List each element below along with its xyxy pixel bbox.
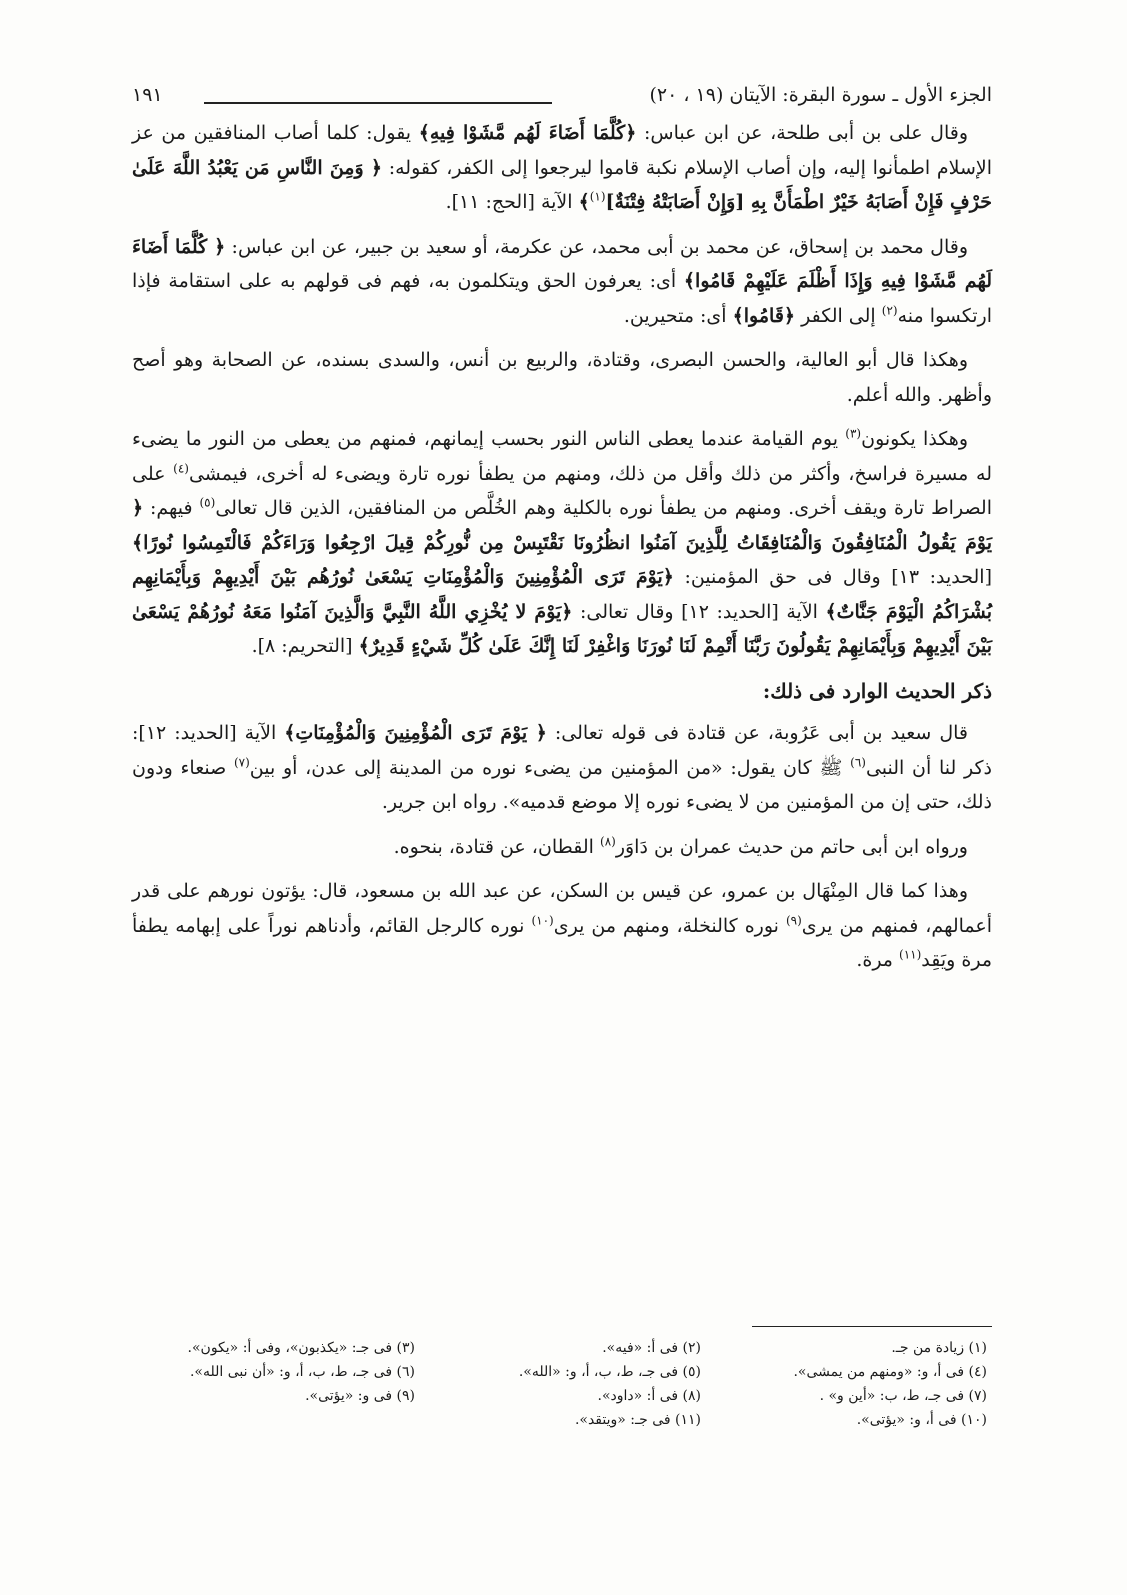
text-run: [الحديد: ١٣] وقال فى حق المؤمنين: <box>673 566 992 588</box>
footnote: (٦) فى جـ، ط، ب، أ، و: «أن نبى الله». <box>189 1364 415 1380</box>
footnote-row <box>127 1360 987 1384</box>
quran-quote: ﴿ يَوْمَ تَرَى الْمُؤْمِنِينَ وَالْمُؤْمِنَاتِ﴾ <box>284 722 547 744</box>
footnote-marker: (٧) <box>233 755 250 770</box>
text-run: أى: يعرفون الحق ويتكلمون به، فهم فى قولهم به على استقامة فإذا ارتكسوا منه <box>132 270 992 327</box>
footnote: (١١) فى جـ: «ويتقد». <box>574 1412 701 1428</box>
quran-quote: ﴿ يَوْمَ يَقُولُ الْمُنَافِقُونَ وَالْمُنَافِقَاتُ لِلَّذِينَ آمَنُوا انظُرُونَا نَقْتَبِسْ مِن نُّورِكُمْ قِيلَ ارْجِعُوا وَرَاءَكُمْ فَالْتَمِسُوا نُورًا﴾ <box>132 497 992 554</box>
footnote-marker: (٨) <box>600 834 616 849</box>
text-run: القطان، عن قتادة، بنحوه. <box>393 835 600 858</box>
footnote-marker: (٦) <box>850 755 866 770</box>
footnote-marker: (٩) <box>785 913 802 928</box>
paragraph-p5 <box>132 716 992 820</box>
text-run: وهكذا يكونون <box>861 428 968 450</box>
text-run: ﷺ كان يقول: «من المؤمنين من يضىء نوره من المدينة إلى عدن، أو بين <box>249 756 851 779</box>
text-part-1 <box>132 116 992 664</box>
text-run: [التحريم: ٨]. <box>251 635 359 657</box>
text-run: قال سعيد بن أبى عَرُوبة، عن قتادة فى قوله تعالى: <box>546 722 968 744</box>
text-run: وهذا كما قال المِنْهَال بن عمرو، عن قيس بن السكن، عن عبد الله بن مسعود، قال: يؤتون نورهم على قدر أعمالهم، فمنهم من يرى <box>132 880 992 937</box>
quran-quote: ﴿يَوْمَ تَرَى الْمُؤْمِنِينَ وَالْمُؤْمِنَاتِ يَسْعَىٰ نُورُهُم بَيْنَ أَيْدِيهِمْ وَبِأَيْمَانِهِم بُشْرَاكُمُ الْيَوْمَ جَنَّاتٌ﴾ <box>132 566 992 623</box>
footnote: (٣) فى جـ: «يكذبون»، وفى أ: «يكون». <box>187 1340 415 1356</box>
footnote: (٧) فى جـ، ط، ب: «أين و» . <box>819 1388 987 1404</box>
text-run: مرة. <box>856 949 900 971</box>
footnote-marker: (١٠) <box>531 913 554 928</box>
text-run: صنعاء ودون ذلك، حتى إن من المؤمنين من لا يضىء نوره إلا موضع قدميه». رواه ابن جرير. <box>132 756 992 813</box>
footnote-rule <box>752 1326 992 1327</box>
paragraph-p2 <box>132 230 992 334</box>
text-run: يوم القيامة عندما يعطى الناس النور بحسب إيمانهم، فمنهم من يعطى من النور ما يضىء له مسيرة فراسخ، وأكثر من ذلك وأقل من ذلك، ومنهم من يطفأ نوره تارة ويضىء له أخرى، فيمشى <box>132 428 992 485</box>
text-run: الآية [الحديد: ١٢] وقال تعالى: <box>572 600 826 623</box>
header-rule <box>204 102 552 104</box>
footnote-row <box>127 1384 987 1408</box>
text-run: وقال محمد بن إسحاق، عن محمد بن أبى محمد، عن عكرمة، أو سعيد بن جبير، عن ابن عباس: <box>225 235 968 258</box>
text-run: وقال على بن أبى طلحة، عن ابن عباس: <box>636 122 968 144</box>
quran-quote: ﴿قَامُوا﴾ <box>732 304 796 327</box>
quran-quote: ﴿يَوْمَ لا يُخْزِي اللَّهُ النَّبِيَّ وَالَّذِينَ آمَنُوا مَعَهُ نُورُهُمْ يَسْعَىٰ بَيْنَ أَيْدِيهِمْ وَبِأَيْمَانِهِمْ يَقُولُونَ رَبَّنَا أَتْمِمْ لَنَا نُورَنَا وَاغْفِرْ لَنَا إِنَّكَ عَلَىٰ كُلِّ شَيْءٍ قَدِيرٌ﴾ <box>132 600 992 657</box>
footnote-marker: (٢) <box>881 303 898 318</box>
footnote: (٩) فى و: «يؤتى». <box>305 1388 415 1404</box>
text-run: الآية [الحج: ١١]. <box>445 191 579 213</box>
text-run: نوره كالرجل القائم، وأدناهم نوراً على إبهامه يطفأ مرة ويَقِد <box>132 914 992 971</box>
paragraph-p6 <box>132 830 992 865</box>
running-header <box>132 80 992 116</box>
text-run: على الصراط تارة ويقف أخرى. ومنهم من يطفأ نوره بالكلية وهم الخُلَّص من المنافقين، الذين قال تعالى <box>132 462 992 519</box>
text-run: فيهم: <box>143 497 200 519</box>
footnote-marker: (٥) <box>199 495 216 510</box>
section-heading: ذكر الحديث الوارد فى ذلك: <box>762 678 992 703</box>
footnote: (٢) فى أ: «فيه». <box>602 1340 701 1356</box>
header-title: الجزء الأول ـ سورة البقرة: الآيتان (١٩ ، ٢٠) <box>649 84 992 106</box>
quran-quote: ﴿ وَمِنَ النَّاسِ مَن يَعْبُدُ اللَّهَ عَلَىٰ حَرْفٍ فَإِنْ أَصَابَهُ خَيْرٌ اطْمَأَنَّ بِهِ [وَإِنْ أَصَابَتْهُ فِتْنَةٌ] <box>132 156 992 213</box>
quran-quote: ﴿ كُلَّمَا أَضَاءَ لَهُم مَّشَوْا فِيهِ وَإِذَا أَظْلَمَ عَلَيْهِمْ قَامُوا﴾ <box>132 235 992 292</box>
footnote-marker: (٣) <box>845 426 862 441</box>
footnote-row <box>127 1336 987 1360</box>
text-run: نوره كالنخلة، ومنهم من يرى <box>553 914 786 937</box>
paragraph-p4 <box>132 422 992 664</box>
paragraph-p1 <box>132 116 992 220</box>
footnote-marker: (٤) <box>173 461 189 476</box>
footnote-marker: (١١) <box>899 947 922 962</box>
quran-quote: ﴿كُلَّمَا أَضَاءَ لَهُم مَّشَوْا فِيهِ﴾ <box>418 122 637 144</box>
quran-quote: ﴾ <box>578 191 590 213</box>
page <box>132 80 992 988</box>
footnote: (١٠) فى أ، و: «يؤتى». <box>856 1412 987 1428</box>
text-run: إلى الكفر <box>795 304 882 327</box>
footnotes <box>127 1336 987 1432</box>
paragraph-p3 <box>132 343 992 412</box>
footnote <box>129 1408 415 1432</box>
footnote-row <box>127 1408 987 1432</box>
main-text <box>132 116 992 978</box>
page-number: ١٩١ <box>132 84 163 106</box>
text-part-2 <box>132 716 992 978</box>
text-run: وهكذا قال أبو العالية، والحسن البصرى، وقتادة، والربيع بن أنس، والسدى بسنده، عن الصحابة وهو أصح وأظهر. والله أعلم. <box>132 349 992 406</box>
text-run: أى: متحيرين. <box>623 304 733 327</box>
text-run: يقول: كلما أصاب المنافقين من عز الإسلام اطمأنوا إليه، وإن أصاب الإسلام نكبة قاموا ليرجعوا إلى الكفر، كقوله: <box>132 122 992 179</box>
footnote: (٨) فى أ: «داود». <box>597 1388 701 1404</box>
footnote: (٤) فى أ، و: «ومنهم من يمشى». <box>793 1364 987 1380</box>
footnote: (١) زيادة من جـ. <box>891 1340 987 1356</box>
paragraph-p7 <box>132 874 992 978</box>
footnote: (٥) فى جـ، ط، ب، أ، و: «الله». <box>518 1364 701 1380</box>
footnote-marker: (١) <box>589 189 606 204</box>
text-run: ورواه ابن أبى حاتم من حديث عمران بن دَاوَر <box>615 835 968 858</box>
text-run: الآية [الحديد: ١٢]: ذكر لنا أن النبى <box>132 722 992 779</box>
